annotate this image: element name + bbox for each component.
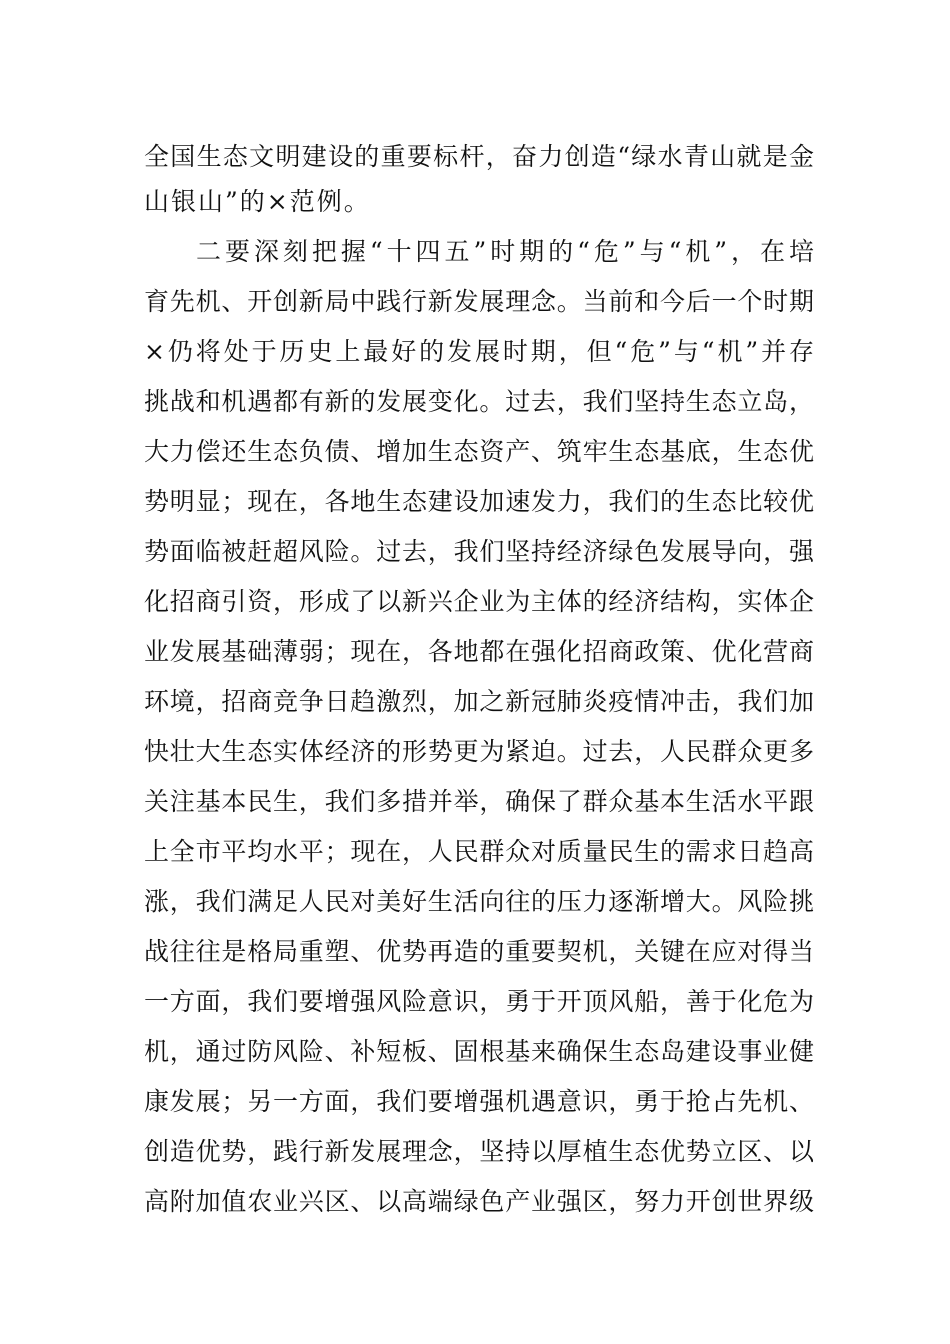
text-line: 势明显；现在，各地生态建设加速发力，我们的生态比较优 (144, 487, 814, 516)
text-line: 化招商引资，形成了以新兴企业为主体的经济结构，实体企 (144, 587, 814, 616)
text-line: 一方面，我们要增强风险意识，勇于开顶风船，善于化危为 (144, 987, 814, 1016)
text-line: 大力偿还生态负债、增加生态资产、筑牢生态基底，生态优 (144, 437, 814, 466)
text-line: 康发展；另一方面，我们要增强机遇意识，勇于抢占先机、 (144, 1087, 814, 1116)
paragraph-first-line: 二要深刻把握“十四五”时期的“危”与“机”，在培 (196, 237, 814, 266)
text-line: 环境，招商竞争日趋激烈，加之新冠肺炎疫情冲击，我们加 (144, 687, 814, 716)
text-line: 挑战和机遇都有新的发展变化。过去，我们坚持生态立岛， (144, 387, 814, 416)
text-line: 势面临被赶超风险。过去，我们坚持经济绿色发展导向，强 (144, 537, 814, 566)
text-line: 育先机、开创新局中践行新发展理念。当前和今后一个时期 (144, 287, 814, 316)
text-line: 山银山”的×范例。 (144, 187, 371, 216)
text-line: ×仍将处于历史上最好的发展时期，但“危”与“机”并存 (144, 337, 814, 366)
text-line: 快壮大生态实体经济的形势更为紧迫。过去，人民群众更多 (144, 737, 814, 766)
text-line: 业发展基础薄弱；现在，各地都在强化招商政策、优化营商 (144, 637, 814, 666)
text-line: 关注基本民生，我们多措并举，确保了群众基本生活水平跟 (144, 787, 814, 816)
text-line: 创造优势，践行新发展理念，坚持以厚植生态优势立区、以 (144, 1137, 814, 1166)
text-line: 机，通过防风险、补短板、固根基来确保生态岛建设事业健 (144, 1037, 814, 1066)
text-line: 涨，我们满足人民对美好生活向往的压力逐渐增大。风险挑 (144, 887, 814, 916)
text-line: 战往往是格局重塑、优势再造的重要契机，关键在应对得当 (144, 937, 814, 966)
text-line: 上全市平均水平；现在，人民群众对质量民生的需求日趋高 (144, 837, 814, 866)
text-line: 全国生态文明建设的重要标杆，奋力创造“绿水青山就是金 (144, 142, 814, 171)
text-line: 高附加值农业兴区、以高端绿色产业强区，努力开创世界级 (144, 1187, 814, 1216)
